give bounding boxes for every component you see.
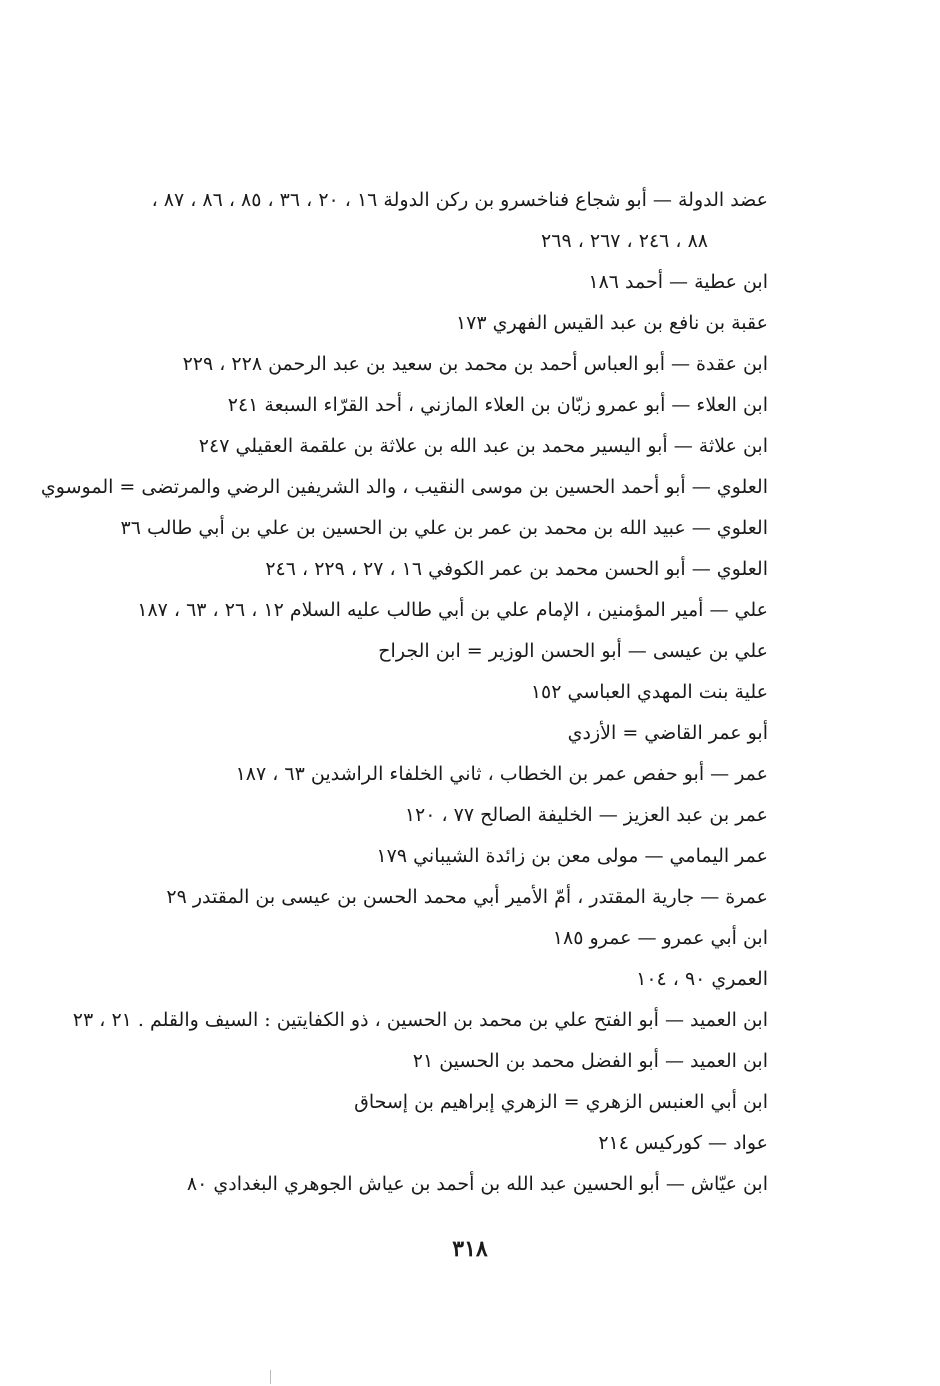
index-entries [40, 180, 768, 1205]
index-entry: العلوي — عبيد الله بن محمد بن عمر بن علي بن الحسين بن علي بن أبي طالب ٣٦ [120, 517, 768, 539]
index-entry: عمر اليمامي — مولى معن بن زائدة الشيباني ١٧٩ [376, 845, 768, 867]
page-number: ٣١٨ [452, 1236, 488, 1262]
index-entry: عمر — أبو حفص عمر بن الخطاب ، ثاني الخلفاء الراشدين ٦٣ ، ١٨٧ [235, 763, 768, 785]
index-entry: عواد — كوركيس ٢١٤ [598, 1132, 768, 1154]
index-entry: ابن عقدة — أبو العباس أحمد بن محمد بن سعيد بن عبد الرحمن ٢٢٨ ، ٢٢٩ [182, 353, 768, 375]
index-entry: أبو عمر القاضي = الأزدي [567, 722, 768, 744]
scan-margin-mark [270, 1370, 271, 1384]
index-entry: ابن العميد — أبو الفضل محمد بن الحسين ٢١ [412, 1050, 768, 1072]
index-entry: ابن أبي العنبس الزهري = الزهري إبراهيم بن إسحاق [354, 1091, 768, 1113]
index-entry: العمري ٩٠ ، ١٠٤ [636, 968, 768, 990]
index-entry-continuation: ٨٨ ، ٢٤٦ ، ٢٦٧ ، ٢٦٩ [541, 230, 708, 252]
index-entry: العلوي — أبو أحمد الحسين بن موسى النقيب ، والد الشريفين الرضي والمرتضى = الموسوي [40, 476, 768, 498]
index-entry: عمر بن عبد العزيز — الخليفة الصالح ٧٧ ، ١٢٠ [404, 804, 768, 826]
index-entry: عمرة — جارية المقتدر ، أمّ الأمير أبي محمد الحسن بن عيسى بن المقتدر ٢٩ [166, 886, 768, 908]
index-entry: عضد الدولة — أبو شجاع فناخسرو بن ركن الدولة ١٦ ، ٢٠ ، ٣٦ ، ٨٥ ، ٨٦ ، ٨٧ ، [151, 189, 768, 211]
index-entry: ابن عيّاش — أبو الحسين عبد الله بن أحمد بن عياش الجوهري البغدادي ٨٠ [186, 1173, 768, 1195]
index-entry: ابن علاثة — أبو اليسير محمد بن عبد الله بن علاثة بن علقمة العقيلي ٢٤٧ [198, 435, 768, 457]
index-entry: علي بن عيسى — أبو الحسن الوزير = ابن الجراح [378, 640, 768, 662]
index-entry: ابن العميد — أبو الفتح علي بن محمد بن الحسين ، ذو الكفايتين : السيف والقلم . ٢١ ، ٢٣ [72, 1009, 768, 1031]
index-entry: ابن أبي عمرو — عمرو ١٨٥ [552, 927, 768, 949]
index-entry: ابن العلاء — أبو عمرو زبّان بن العلاء المازني ، أحد القرّاء السبعة ٢٤١ [227, 394, 768, 416]
index-entry: علية بنت المهدي العباسي ١٥٢ [530, 681, 768, 703]
index-entry: ابن عطية — أحمد ١٨٦ [588, 271, 768, 293]
index-entry: العلوي — أبو الحسن محمد بن عمر الكوفي ١٦ ، ٢٧ ، ٢٢٩ ، ٢٤٦ [265, 558, 768, 580]
index-entry: عقبة بن نافع بن عبد القيس الفهري ١٧٣ [455, 312, 768, 334]
index-entry: علي — أمير المؤمنين ، الإمام علي بن أبي طالب عليه السلام ١٢ ، ٢٦ ، ٦٣ ، ١٨٧ [137, 599, 768, 621]
